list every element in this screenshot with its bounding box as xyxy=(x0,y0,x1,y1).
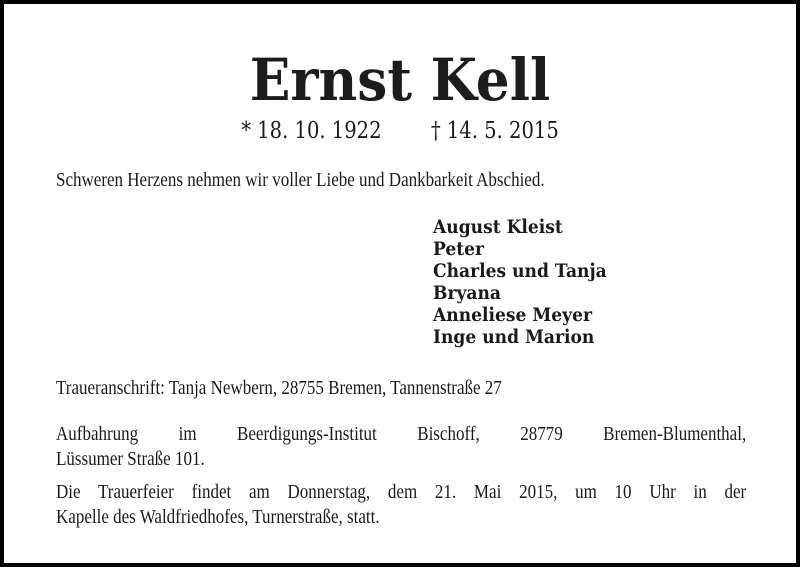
birth-date: * 18. 10. 1922 xyxy=(241,118,382,144)
repose-info xyxy=(56,422,746,472)
service-line-2: Kapelle des Waldfriedhofes, Turnerstraße, statt. xyxy=(56,506,380,528)
farewell-line: Schweren Herzens nehmen wir voller Liebe und Dankbarkeit Abschied. xyxy=(56,169,545,191)
funeral-service-info xyxy=(56,480,746,530)
life-dates xyxy=(63,118,736,144)
mourner-name: Anneliese Meyer xyxy=(433,304,592,326)
mourner-name: Bryana xyxy=(433,282,501,304)
mourners-list xyxy=(433,216,607,348)
repose-line-1: Aufbahrung im Beerdigungs-Institut Bischoff, 28779 Bremen-Blumenthal, xyxy=(56,423,747,445)
mourner-name: Charles und Tanja xyxy=(433,260,607,282)
death-date: † 14. 5. 2015 xyxy=(430,118,559,144)
condolence-address: Traueranschrift: Tanja Newbern, 28755 Bremen, Tannenstraße 27 xyxy=(56,377,502,399)
mourner-name: Peter xyxy=(433,238,485,260)
mourner-name: August Kleist xyxy=(433,216,563,238)
service-line-1: Die Trauerfeier findet am Donnerstag, dem 21. Mai 2015, um 10 Uhr in der xyxy=(56,481,747,503)
repose-line-2: Lüssumer Straße 101. xyxy=(56,448,205,470)
deceased-name: Ernst Kell xyxy=(249,46,551,114)
mourner-name: Inge und Marion xyxy=(433,326,595,348)
